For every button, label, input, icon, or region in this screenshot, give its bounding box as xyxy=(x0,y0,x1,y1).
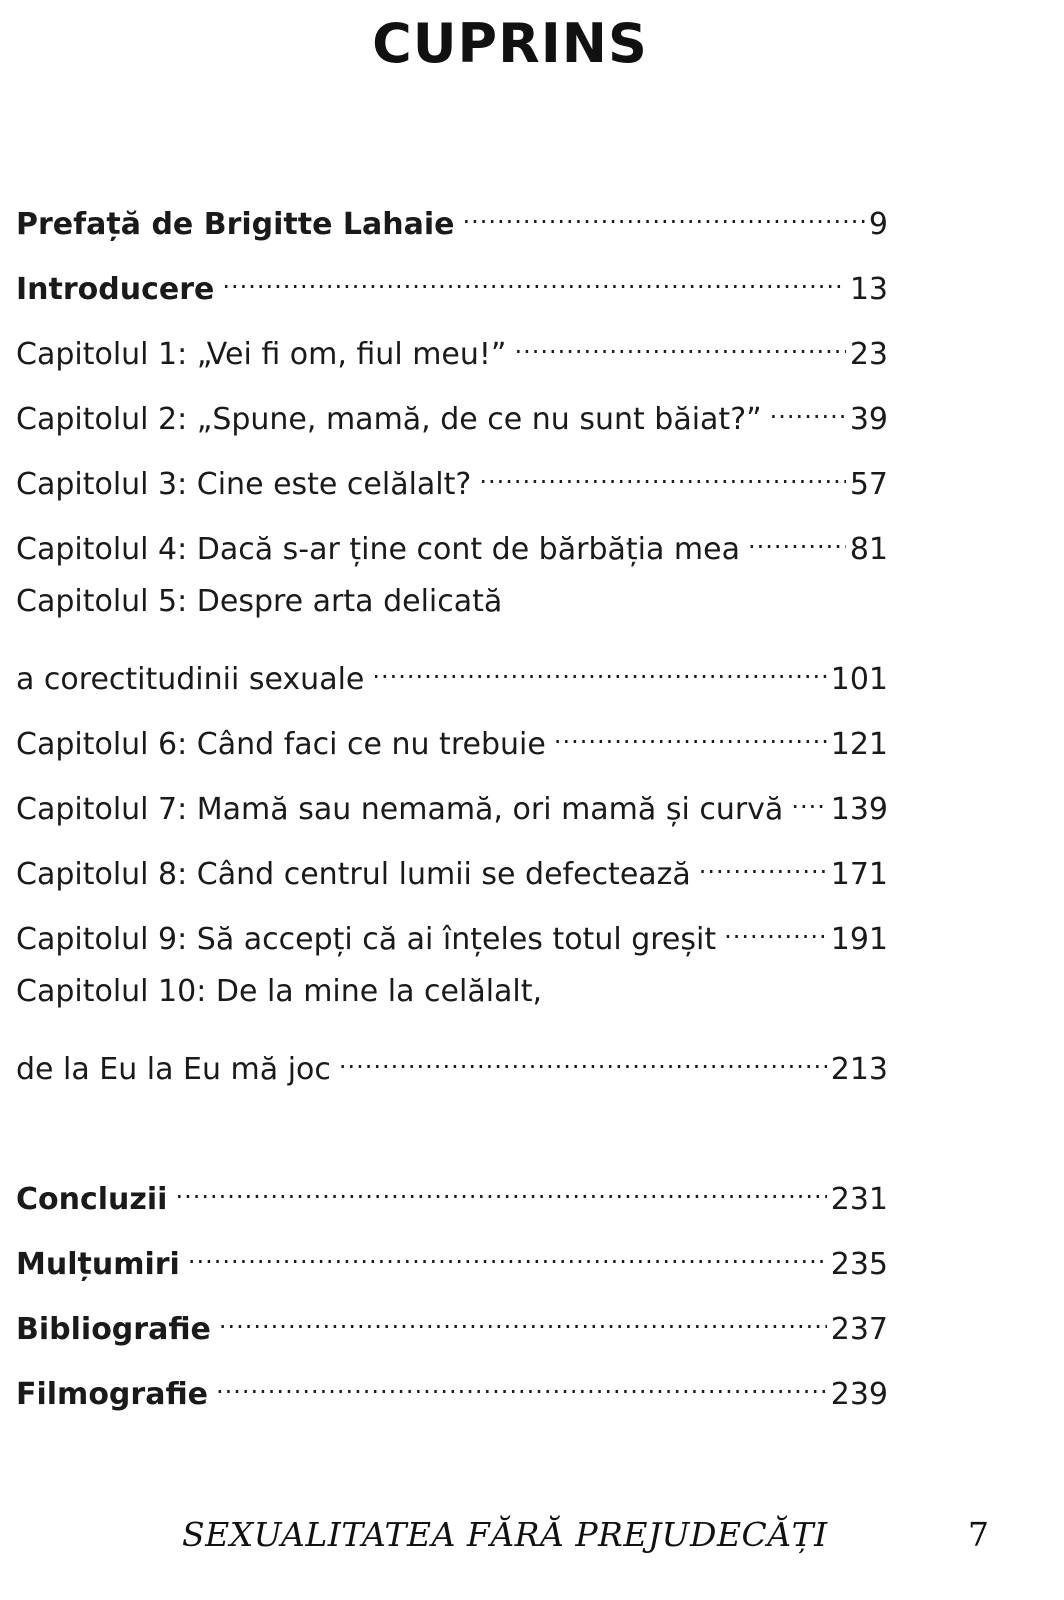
page-title: CUPRINS xyxy=(372,12,648,75)
toc-entry xyxy=(16,580,888,624)
toc-dot-leader xyxy=(724,905,827,949)
toc-entry xyxy=(16,1360,888,1412)
toc-entry-page: 81 xyxy=(849,532,888,567)
toc-entry-label: Capitolul 10: De la mine la celălalt, xyxy=(16,974,543,1009)
toc-entry xyxy=(16,1295,888,1347)
toc-entry-page: 171 xyxy=(830,857,888,892)
toc-entry-label: Mulțumiri xyxy=(16,1247,180,1282)
toc-entry xyxy=(16,905,888,957)
toc-entry-page: 121 xyxy=(830,727,888,762)
toc-entry xyxy=(16,970,888,1014)
toc-entry-label: Prefață de Brigitte Lahaie xyxy=(16,207,455,242)
toc-entry-label: Concluzii xyxy=(16,1182,168,1217)
toc-entry xyxy=(16,190,888,242)
toc-dot-leader xyxy=(219,1295,827,1339)
toc-entry xyxy=(16,1035,888,1087)
toc-entry-label: Capitolul 7: Mamă sau nemamă, ori mamă și curvă xyxy=(16,792,784,827)
toc-entry-page: 139 xyxy=(830,792,888,827)
toc-entry xyxy=(16,320,888,372)
toc-entry-page: 9 xyxy=(868,207,888,242)
toc-entry-label: Capitolul 6: Când faci ce nu trebuie xyxy=(16,727,546,762)
toc-dot-leader xyxy=(372,645,826,689)
toc-dot-leader xyxy=(339,1035,827,1079)
toc-dot-leader xyxy=(554,710,827,754)
toc-entry-label: Capitolul 3: Cine este celălalt? xyxy=(16,467,472,502)
toc-entry-page: 231 xyxy=(830,1182,888,1217)
toc-entry-label: Bibliografie xyxy=(16,1312,211,1347)
toc-entry-label: Capitolul 9: Să accepți că ai înțeles totul greșit xyxy=(16,922,717,957)
toc-dot-leader xyxy=(188,1230,827,1274)
toc-entry-label: Introducere xyxy=(16,272,215,307)
footer-page-number: 7 xyxy=(968,1515,989,1554)
toc-entry xyxy=(16,775,888,827)
toc-entry-page: 191 xyxy=(830,922,888,957)
toc-entry-label: Capitolul 8: Când centrul lumii se defectează xyxy=(16,857,691,892)
toc-entry-page: 39 xyxy=(849,402,888,437)
toc-dot-leader xyxy=(479,450,845,494)
toc-entry xyxy=(16,1230,888,1282)
toc-dot-leader xyxy=(222,255,845,299)
toc-dot-leader xyxy=(748,515,846,559)
toc-entry-label: Capitolul 1: „Vei fi om, fiul meu!” xyxy=(16,337,507,372)
toc-entry-label: a corectitudinii sexuale xyxy=(16,662,365,697)
toc-entry xyxy=(16,1165,888,1217)
toc-entry-page: 101 xyxy=(830,662,888,697)
toc-entry-page: 23 xyxy=(849,337,888,372)
toc-entry xyxy=(16,710,888,762)
toc-entry xyxy=(16,255,888,307)
toc-entry-page: 13 xyxy=(849,272,888,307)
toc-entry xyxy=(16,450,888,502)
toc-dot-leader xyxy=(514,320,845,364)
toc-entry xyxy=(16,515,888,567)
toc-dot-leader xyxy=(463,190,865,234)
toc-dot-leader xyxy=(216,1360,827,1404)
toc-dot-leader xyxy=(770,385,846,429)
toc-entry xyxy=(16,645,888,697)
toc-entry xyxy=(16,385,888,437)
toc-dot-leader xyxy=(791,775,826,819)
toc-dot-leader xyxy=(175,1165,826,1209)
toc-dot-leader xyxy=(699,840,827,884)
toc-entry-page: 237 xyxy=(830,1312,888,1347)
toc-entry-page: 57 xyxy=(849,467,888,502)
toc-entry xyxy=(16,840,888,892)
toc-entry-page: 213 xyxy=(830,1052,888,1087)
toc-entry-label: Capitolul 4: Dacă s-ar ține cont de bărbăția mea xyxy=(16,532,740,567)
toc-entry-label: Capitolul 5: Despre arta delicată xyxy=(16,584,503,619)
toc-entry-label: Filmografie xyxy=(16,1377,209,1412)
toc-entry-page: 235 xyxy=(830,1247,888,1282)
toc-entry-page: 239 xyxy=(830,1377,888,1412)
footer-book-title: SEXUALITATEA FĂRĂ PREJUDECĂȚI xyxy=(182,1515,828,1554)
toc-entry-label: de la Eu la Eu mă joc xyxy=(16,1052,331,1087)
toc-entry-label: Capitolul 2: „Spune, mamă, de ce nu sunt băiat?” xyxy=(16,402,762,437)
